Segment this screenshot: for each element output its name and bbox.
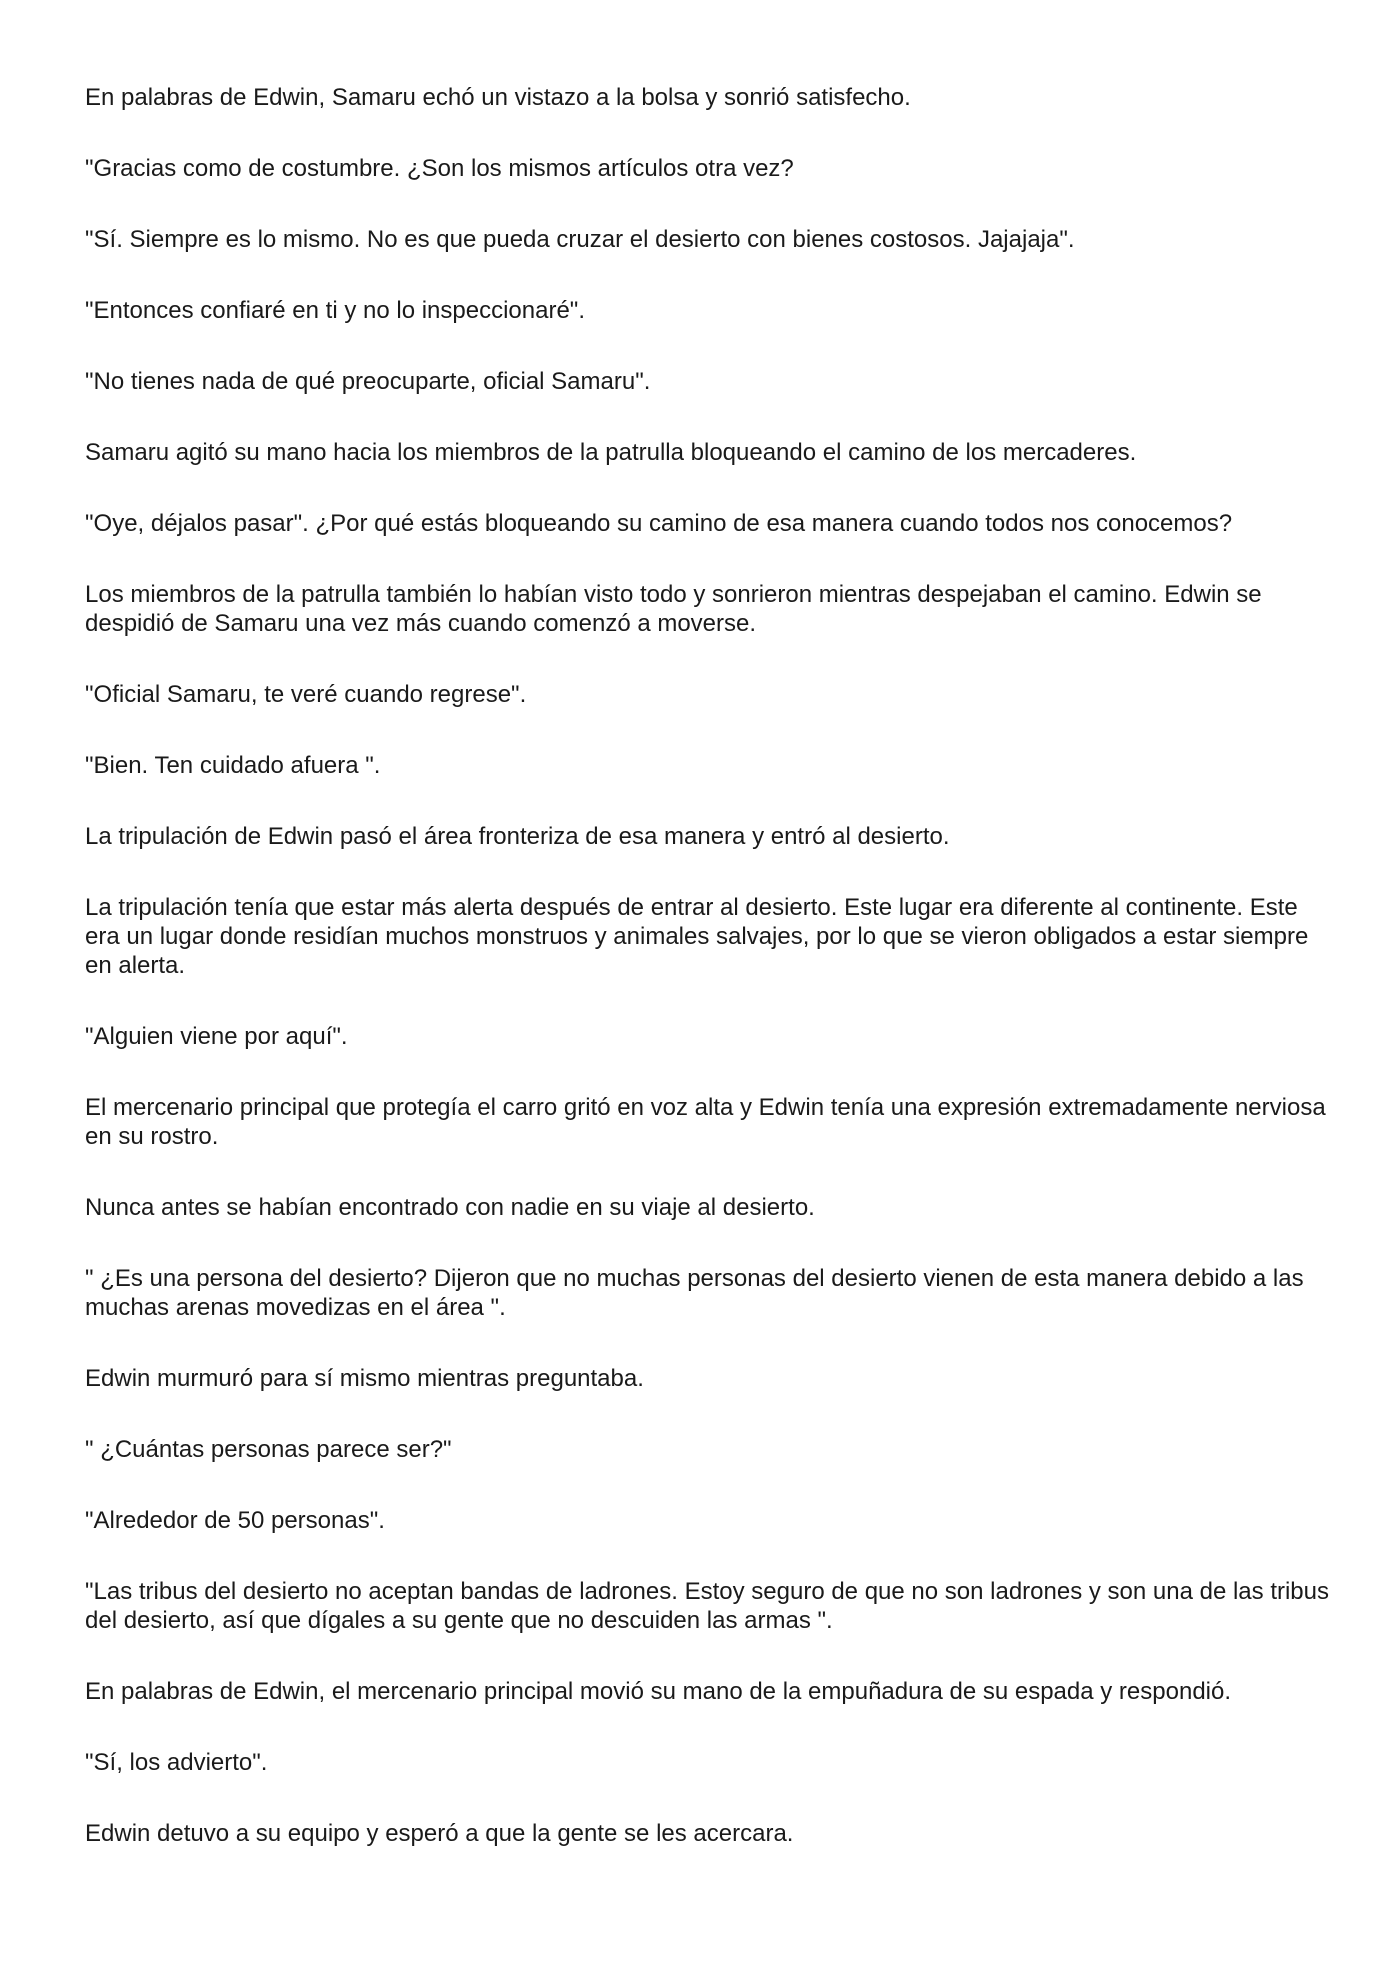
paragraph: "Alguien viene por aquí". — [85, 1023, 348, 1050]
paragraph: En palabras de Edwin, Samaru echó un vistazo a la bolsa y sonrió satisfecho. — [85, 84, 911, 111]
paragraph: Nunca antes se habían encontrado con nadie en su viaje al desierto. — [85, 1194, 815, 1221]
paragraph: Los miembros de la patrulla también lo habían visto todo y sonrieron mientras despejaban el camino. Edwin se despidió de Samaru una vez más cuando comenzó a moverse. — [85, 581, 1262, 637]
paragraph: Samaru agitó su mano hacia los miembros de la patrulla bloqueando el camino de los mercaderes. — [85, 439, 1137, 466]
paragraph: " ¿Cuántas personas parece ser?" — [85, 1436, 452, 1463]
paragraph: "Oficial Samaru, te veré cuando regrese". — [85, 681, 527, 708]
document-page — [85, 83, 1335, 1890]
paragraph: "No tienes nada de qué preocuparte, oficial Samaru". — [85, 368, 651, 395]
paragraph: " ¿Es una persona del desierto? Dijeron que no muchas personas del desierto vienen de esta manera debido a las muchas arenas movedizas en el área ". — [85, 1265, 1304, 1321]
paragraph: "Gracias como de costumbre. ¿Son los mismos artículos otra vez? — [85, 155, 794, 182]
paragraph: "Alrededor de 50 personas". — [85, 1507, 385, 1534]
paragraph: El mercenario principal que protegía el carro gritó en voz alta y Edwin tenía una expresión extremadamente nerviosa en su rostro. — [85, 1094, 1326, 1150]
paragraph: "Sí. Siempre es lo mismo. No es que pueda cruzar el desierto con bienes costosos. Jajajaja". — [85, 226, 1075, 253]
paragraph: "Oye, déjalos pasar". ¿Por qué estás bloqueando su camino de esa manera cuando todos nos conocemos? — [85, 510, 1233, 537]
paragraph: Edwin murmuró para sí mismo mientras preguntaba. — [85, 1365, 644, 1392]
paragraph: "Sí, los advierto". — [85, 1749, 268, 1776]
paragraph: La tripulación tenía que estar más alerta después de entrar al desierto. Este lugar era diferente al continente. Este era un lugar donde residían muchos monstruos y animales salvajes, por lo que se vieron obligados a estar siempre en alerta. — [85, 894, 1309, 979]
paragraph: "Entonces confiaré en ti y no lo inspeccionaré". — [85, 297, 585, 324]
paragraph: En palabras de Edwin, el mercenario principal movió su mano de la empuñadura de su espada y respondió. — [85, 1678, 1232, 1705]
paragraph: "Bien. Ten cuidado afuera ". — [85, 752, 381, 779]
paragraph: Edwin detuvo a su equipo y esperó a que la gente se les acercara. — [85, 1820, 794, 1847]
paragraph: La tripulación de Edwin pasó el área fronteriza de esa manera y entró al desierto. — [85, 823, 950, 850]
paragraph: "Las tribus del desierto no aceptan bandas de ladrones. Estoy seguro de que no son ladrones y son una de las tribus del desierto, así que dígales a su gente que no descuiden las armas ". — [85, 1578, 1330, 1634]
